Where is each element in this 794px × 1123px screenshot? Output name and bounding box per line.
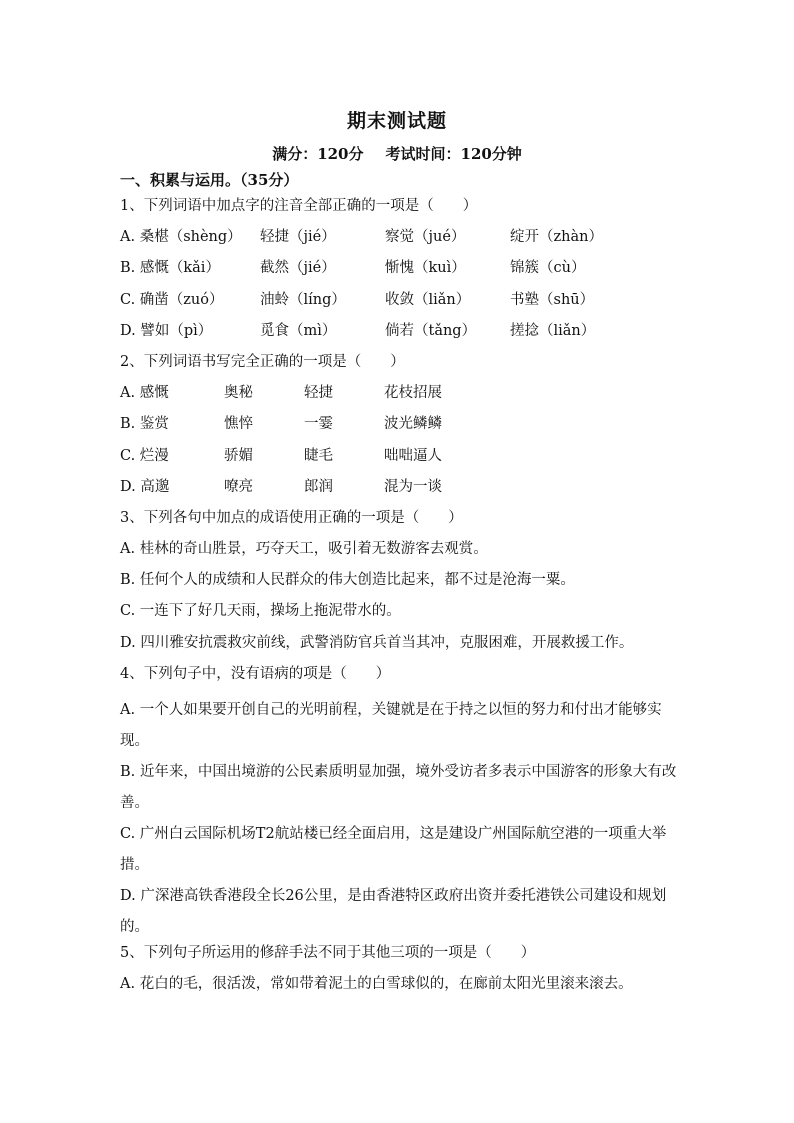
page-title: 期末测试题 (346, 110, 447, 132)
option-word: 油蛉（líng） (260, 291, 346, 308)
option-word: 惭愧（kuì） (385, 260, 466, 277)
question-1-option-d (120, 321, 680, 352)
question-2-stem: 2、下列词语书写完全正确的一项是（ ） (120, 353, 405, 370)
option-word: 奥秘 (224, 385, 253, 402)
option-word: 骄媚 (224, 447, 253, 464)
option-word: D. 高邈 (120, 478, 170, 495)
option-word: 一霎 (304, 416, 333, 433)
option-word: A. 桑椹（shèng） (120, 229, 242, 246)
question-4-option-b: B. 近年来，中国出境游的公民素质明显加强，境外受访者多表示中国游客的形象大有改善。 (120, 764, 677, 811)
question-3-stem: 3、下列各句中加点的成语使用正确的一项是（ ） (120, 509, 463, 526)
option-word: C. 烂漫 (120, 447, 169, 464)
option-word: D. 譬如（pì） (120, 322, 213, 339)
questions (120, 196, 680, 1005)
question-5-stem: 5、下列句子所运用的修辞手法不同于其他三项的一项是（ ） (120, 945, 536, 961)
option-word: 嘹亮 (224, 478, 253, 495)
question-2-option-c (120, 446, 680, 477)
option-word: 截然（jié） (260, 260, 336, 277)
option-word: 睫毛 (304, 447, 333, 464)
option-word: 咄咄逼人 (384, 447, 442, 464)
option-word: 花枝招展 (384, 385, 442, 402)
question-5-option-a: A. 花白的毛，很活泼，常如带着泥土的白雪球似的，在廊前太阳光里滚来滚去。 (120, 976, 633, 993)
question-1-option-c (120, 290, 680, 321)
question-1-option-b (120, 258, 680, 289)
option-word: 轻捷（jié） (260, 229, 336, 246)
question-1-stem: 1、下列词语中加点字的注音全部正确的一项是（ ） (120, 198, 478, 214)
exam-time: 考试时间：120分钟 (385, 145, 522, 163)
question-2-option-d (120, 477, 680, 508)
question-3-option-d: D. 四川雅安抗震救灾前线，武警消防官兵首当其冲，克服困难，开展救援工作。 (120, 634, 634, 651)
option-word: B. 感慨（kǎi） (120, 260, 220, 277)
option-word: 收敛（liǎn） (385, 291, 471, 308)
question-3-option-b: B. 任何个人的成绩和人民群众的伟大创造比起来，都不过是沧海一粟。 (120, 572, 575, 589)
option-word: C. 确凿（zuó） (120, 291, 224, 308)
question-3-option-a: A. 桂林的奇山胜景，巧夺天工，吸引着无数游客去观赏。 (120, 541, 488, 558)
option-word: 锦簇（cù） (510, 260, 586, 277)
full-score: 满分：120分 (272, 145, 364, 163)
option-word: A. 感慨 (120, 385, 169, 402)
option-word: 搓捻（liǎn） (510, 322, 596, 339)
question-4-option-a: A. 一个人如果要开创自己的光明前程，关键就是在于持之以恒的努力和付出才能够实现。 (120, 702, 662, 749)
question-3-option-c: C. 一连下了好几天雨，操场上拖泥带水的。 (120, 603, 401, 620)
option-word: 察觉（jué） (385, 229, 466, 246)
option-word: 觅食（mì） (260, 322, 337, 339)
question-2-option-b (120, 414, 680, 445)
option-word: 郎润 (304, 478, 333, 495)
option-word: 书塾（shū） (510, 291, 595, 308)
option-word: B. 鉴赏 (120, 416, 169, 433)
question-4-option-d: D. 广深港高铁香港段全长26公里，是由香港特区政府出资并委托港铁公司建设和规划的。 (120, 888, 667, 935)
option-word: 倘若（tǎng） (385, 322, 477, 339)
option-word: 混为一谈 (384, 478, 442, 495)
option-word: 绽开（zhàn） (510, 229, 603, 246)
option-word: 波光鳞鳞 (384, 416, 442, 433)
question-1-option-a (120, 227, 680, 258)
option-word: 憔悴 (224, 416, 253, 433)
question-4-stem: 4、下列句子中，没有语病的项是（ ） (120, 665, 391, 682)
option-word: 轻捷 (304, 385, 333, 402)
question-4-option-c: C. 广州白云国际机场T2航站楼已经全面启用，这是建设广州国际航空港的一项重大举措。 (120, 826, 667, 873)
question-2-option-a (120, 383, 680, 414)
section-heading: 一、积累与运用。（35分） (120, 171, 299, 189)
exam-info (0, 143, 794, 164)
